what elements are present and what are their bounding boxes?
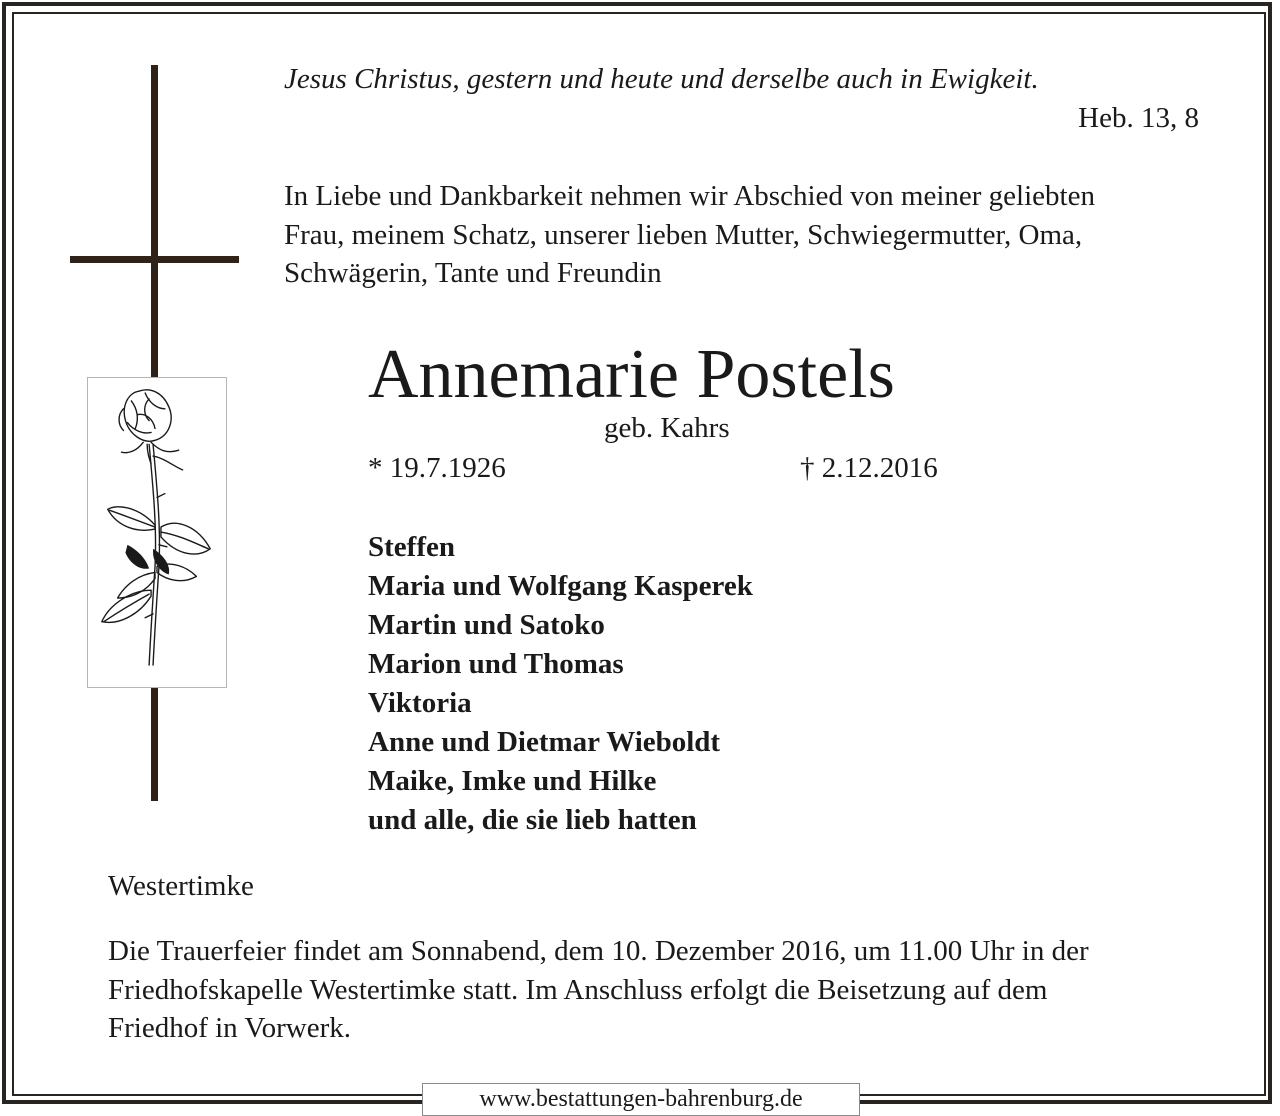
intro-text bbox=[284, 177, 1214, 293]
birth-date: * 19.7.1926 bbox=[368, 452, 506, 484]
rose-illustration bbox=[87, 377, 227, 688]
intro-line: Schwägerin, Tante und Freundin bbox=[284, 257, 662, 289]
mourners-list bbox=[368, 528, 753, 840]
funeral-line: Die Trauerfeier findet am Sonnabend, dem 10. Dezember 2016, um 11.00 Uhr in der bbox=[108, 935, 1089, 967]
place-name: Westertimke bbox=[108, 870, 254, 902]
mourner-entry: Steffen bbox=[368, 531, 455, 563]
bible-verse-reference: Heb. 13, 8 bbox=[1078, 102, 1199, 134]
rose-icon bbox=[88, 378, 226, 687]
funeral-line: Friedhof in Vorwerk. bbox=[108, 1012, 351, 1044]
footer-url: www.bestattungen-bahrenburg.de bbox=[422, 1083, 860, 1116]
mourner-entry: Viktoria bbox=[368, 687, 472, 719]
cross-horizontal-bar bbox=[70, 256, 239, 263]
funeral-line: Friedhofskapelle Westertimke statt. Im Anschluss erfolgt die Beisetzung auf dem bbox=[108, 973, 1048, 1006]
intro-line: Frau, meinem Schatz, unserer lieben Mutter, Schwiegermutter, Oma, bbox=[284, 218, 1083, 251]
death-date: † 2.12.2016 bbox=[800, 452, 938, 484]
intro-line: In Liebe und Dankbarkeit nehmen wir Abschied von meiner geliebten bbox=[284, 180, 1095, 212]
mourner-entry: Maike, Imke und Hilke bbox=[368, 765, 657, 797]
mourner-entry: Martin und Satoko bbox=[368, 609, 605, 641]
mourner-entry: Anne und Dietmar Wieboldt bbox=[368, 726, 721, 758]
bible-verse: Jesus Christus, gestern und heute und derselbe auch in Ewigkeit. bbox=[284, 63, 1039, 95]
maiden-name: geb. Kahrs bbox=[604, 412, 730, 444]
funeral-notice bbox=[108, 932, 1228, 1048]
deceased-name: Annemarie Postels bbox=[368, 336, 895, 413]
mourner-entry: und alle, die sie lieb hatten bbox=[368, 804, 697, 836]
mourner-entry: Maria und Wolfgang Kasperek bbox=[368, 570, 753, 602]
mourner-entry: Marion und Thomas bbox=[368, 648, 624, 680]
